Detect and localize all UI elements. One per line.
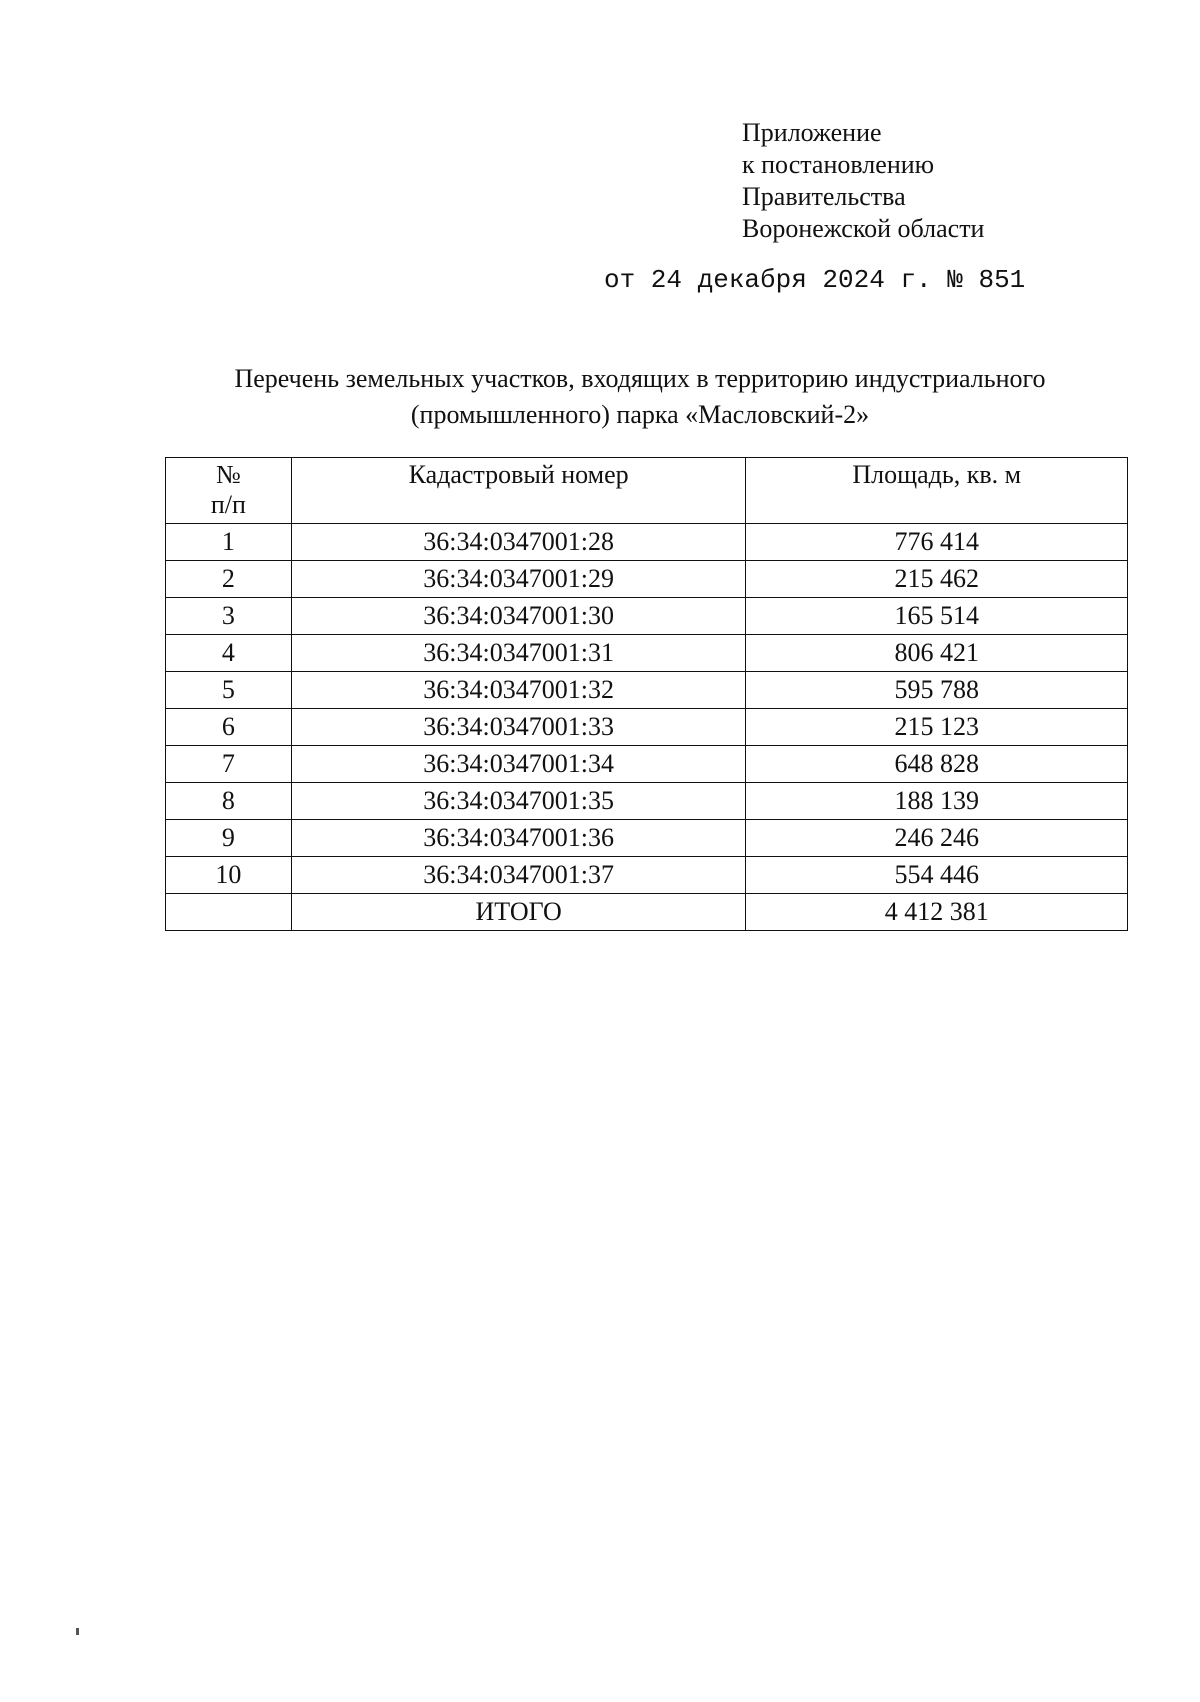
table-row: [166, 561, 1128, 598]
appendix-line-4: Воронежской области: [742, 214, 985, 243]
scan-artifact-mark: [76, 1628, 79, 1635]
table-row: [166, 672, 1128, 709]
appendix-heading: [742, 117, 984, 245]
table-row: [166, 820, 1128, 857]
cell-number: 1: [166, 524, 292, 561]
header-number: [166, 458, 292, 524]
cell-number: 7: [166, 746, 292, 783]
cell-cadastral: 36:34:0347001:35: [291, 783, 746, 820]
cell-total-label: ИТОГО: [291, 894, 746, 931]
cell-cadastral: 36:34:0347001:32: [291, 672, 746, 709]
header-area: Площадь, кв. м: [746, 458, 1128, 524]
cell-number: 2: [166, 561, 292, 598]
table-row: [166, 524, 1128, 561]
cell-cadastral: 36:34:0347001:34: [291, 746, 746, 783]
cell-cadastral: 36:34:0347001:36: [291, 820, 746, 857]
cell-cadastral: 36:34:0347001:29: [291, 561, 746, 598]
appendix-line-1: Приложение: [742, 118, 882, 147]
cell-number: 8: [166, 783, 292, 820]
decree-date-number: от 24 декабря 2024 г. № 851: [604, 265, 1026, 295]
table-row: [166, 746, 1128, 783]
appendix-line-3: Правительства: [742, 182, 906, 211]
cell-cadastral: 36:34:0347001:33: [291, 709, 746, 746]
cell-area: 215 462: [746, 561, 1128, 598]
land-plots-table: [165, 457, 1128, 931]
cell-area: 776 414: [746, 524, 1128, 561]
cell-number: 10: [166, 857, 292, 894]
header-number-abbrev: п/п: [210, 490, 246, 519]
cell-number: 5: [166, 672, 292, 709]
header-number-symbol: №: [216, 460, 241, 489]
header-cadastral: Кадастровый номер: [291, 458, 746, 524]
cell-cadastral: 36:34:0347001:31: [291, 635, 746, 672]
cell-area: 215 123: [746, 709, 1128, 746]
cell-area: 554 446: [746, 857, 1128, 894]
cell-area: 648 828: [746, 746, 1128, 783]
cell-total-area: 4 412 381: [746, 894, 1128, 931]
appendix-line-2: к постановлению: [742, 150, 935, 179]
cell-cadastral: 36:34:0347001:30: [291, 598, 746, 635]
table-total-row: [166, 894, 1128, 931]
table-header-row: [166, 458, 1128, 524]
cell-total-empty: [166, 894, 292, 931]
cell-number: 6: [166, 709, 292, 746]
table-row: [166, 709, 1128, 746]
document-title-line-2: (промышленного) парка «Масловский-2»: [410, 400, 870, 429]
cell-area: 595 788: [746, 672, 1128, 709]
cell-number: 4: [166, 635, 292, 672]
table-row: [166, 598, 1128, 635]
table-row: [166, 783, 1128, 820]
cell-area: 246 246: [746, 820, 1128, 857]
cell-cadastral: 36:34:0347001:37: [291, 857, 746, 894]
document-title: [160, 361, 1120, 433]
cell-area: 188 139: [746, 783, 1128, 820]
cell-cadastral: 36:34:0347001:28: [291, 524, 746, 561]
cell-area: 165 514: [746, 598, 1128, 635]
table-row: [166, 635, 1128, 672]
document-title-line-1: Перечень земельных участков, входящих в территорию индустриального: [234, 364, 1046, 393]
table-row: [166, 857, 1128, 894]
cell-number: 9: [166, 820, 292, 857]
cell-number: 3: [166, 598, 292, 635]
cell-area: 806 421: [746, 635, 1128, 672]
